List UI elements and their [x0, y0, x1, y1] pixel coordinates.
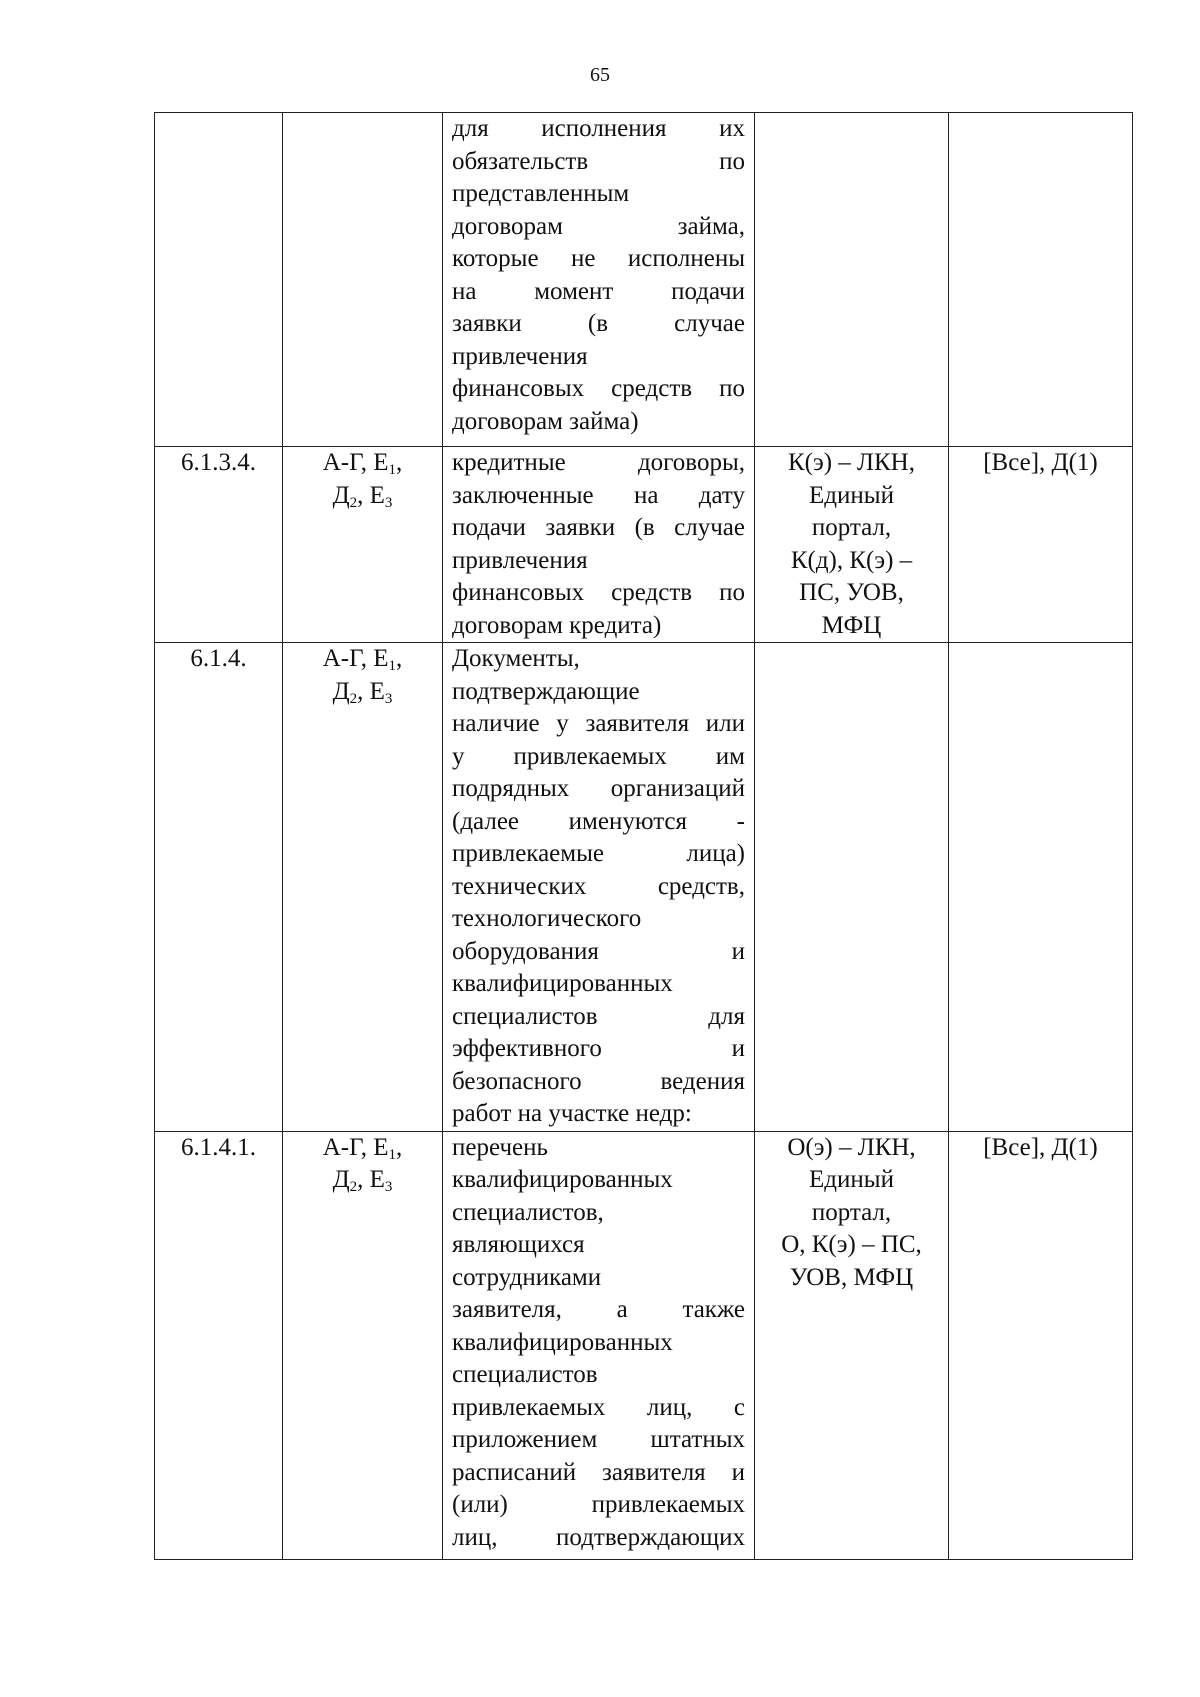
row-categories-cell — [283, 643, 443, 1132]
row-recipients: [Все], Д(1) — [983, 1133, 1098, 1161]
row-recipients-cell — [949, 113, 1133, 447]
description-line: квалифицированных — [452, 970, 673, 997]
description-line: договорам кредита) — [452, 611, 662, 639]
description-line: перечень — [452, 1133, 548, 1161]
description-line: кредитные договоры, — [452, 449, 745, 476]
format-line: К(д), К(э) – — [790, 546, 913, 574]
format-line: О(э) – ЛКН, — [787, 1133, 916, 1161]
categories-line: А-Г, $Е_1$, — [322, 645, 403, 674]
description-line: привлекаемые лица) — [452, 840, 745, 867]
categories-line: А-Г, $Е_1$, — [322, 449, 403, 478]
table-row — [155, 113, 1133, 447]
table-row — [155, 643, 1133, 1132]
document-table — [154, 112, 1133, 1560]
description-line: оборудования и — [452, 937, 745, 965]
description-line: сотрудниками — [452, 1263, 602, 1291]
description-line: подтверждающие — [452, 677, 640, 705]
description-line: эффективного и — [452, 1035, 745, 1062]
row-code-cell — [155, 1131, 283, 1559]
categories-line: А-Г, $Е_1$, — [322, 1133, 403, 1163]
row-description-cell — [443, 113, 755, 447]
description-line: у привлекаемых им — [452, 742, 745, 770]
description-line: привлечения — [452, 546, 588, 574]
description-line: для исполнения их — [452, 115, 745, 142]
description-line: подрядных организаций — [452, 775, 745, 802]
format-line: УОВ, МФЦ — [789, 1263, 914, 1291]
row-recipients: [Все], Д(1) — [983, 449, 1098, 476]
row-code-cell — [155, 643, 283, 1132]
description-line: обязательств по — [452, 147, 745, 175]
description-line: специалистов для — [452, 1002, 745, 1030]
row-description-cell — [443, 643, 755, 1132]
description-line: заявителя, а также — [452, 1296, 745, 1323]
row-format-cell — [755, 643, 949, 1132]
description-line: расписаний заявителя и — [452, 1458, 745, 1486]
row-recipients-cell — [949, 447, 1133, 643]
format-line: ПС, УОВ, — [799, 579, 904, 606]
description-line: квалифицированных — [452, 1328, 673, 1356]
description-line: (далее именуются - — [452, 807, 745, 835]
description-line: работ на участке недр: — [452, 1100, 692, 1127]
row-code-cell — [155, 447, 283, 643]
row-code: 6.1.4.1. — [181, 1133, 256, 1161]
description-line: представленным — [452, 180, 630, 207]
row-categories-cell — [283, 1131, 443, 1559]
row-recipients-cell — [949, 643, 1133, 1132]
categories-line: $Д_2$, $Е_3$ — [332, 677, 393, 707]
format-line: Единый — [809, 481, 894, 509]
description-line: технологического — [452, 905, 642, 932]
format-line: О, К(э) – ПС, — [781, 1231, 922, 1258]
description-line: технических средств, — [452, 872, 745, 900]
format-line: Единый — [809, 1166, 894, 1193]
format-line: портал, — [811, 1198, 892, 1226]
description-line: специалистов, — [452, 1198, 604, 1226]
categories-line: $Д_2$, $Е_3$ — [332, 481, 393, 511]
description-line: безопасного ведения — [452, 1067, 745, 1095]
categories-line: $Д_2$, $Е_3$ — [332, 1166, 393, 1195]
description-line: наличие у заявителя или — [452, 710, 745, 737]
row-format-cell — [755, 113, 949, 447]
description-line: которые не исполнены — [452, 245, 745, 272]
description-line: лиц, подтверждающих — [452, 1523, 745, 1551]
description-line: приложением штатных — [452, 1426, 745, 1453]
row-code-cell — [155, 113, 283, 447]
description-line: договорам займа, — [452, 212, 745, 240]
table-row — [155, 447, 1133, 643]
row-categories-cell — [283, 113, 443, 447]
description-line: заявки (в случае — [452, 310, 745, 337]
table-row — [155, 1131, 1133, 1559]
description-line: финансовых средств по — [452, 579, 745, 606]
description-line: на момент подачи — [452, 277, 745, 305]
format-line: МФЦ — [821, 611, 882, 639]
row-format-cell — [755, 447, 949, 643]
description-line: подачи заявки (в случае — [452, 514, 745, 541]
row-categories-cell — [283, 447, 443, 643]
row-description-cell — [443, 447, 755, 643]
description-line: (или) привлекаемых — [452, 1491, 745, 1518]
format-line: портал, — [811, 514, 892, 541]
description-line: договорам займа) — [452, 407, 639, 435]
description-line: Документы, — [452, 645, 580, 672]
description-line: квалифицированных — [452, 1166, 673, 1193]
format-line: К(э) – ЛКН, — [788, 449, 915, 476]
row-code: 6.1.4. — [190, 645, 247, 672]
row-recipients-cell — [949, 1131, 1133, 1559]
description-line: финансовых средств по — [452, 375, 745, 402]
row-code: 6.1.3.4. — [181, 449, 256, 476]
page-number: 65 — [590, 64, 610, 86]
description-line: специалистов — [452, 1361, 598, 1388]
description-line: привлекаемых лиц, с — [452, 1393, 745, 1421]
row-format-cell — [755, 1131, 949, 1559]
description-line: являющихся — [452, 1231, 585, 1258]
description-line: привлечения — [452, 342, 588, 370]
description-line: заключенные на дату — [452, 481, 745, 509]
row-description-cell — [443, 1131, 755, 1559]
